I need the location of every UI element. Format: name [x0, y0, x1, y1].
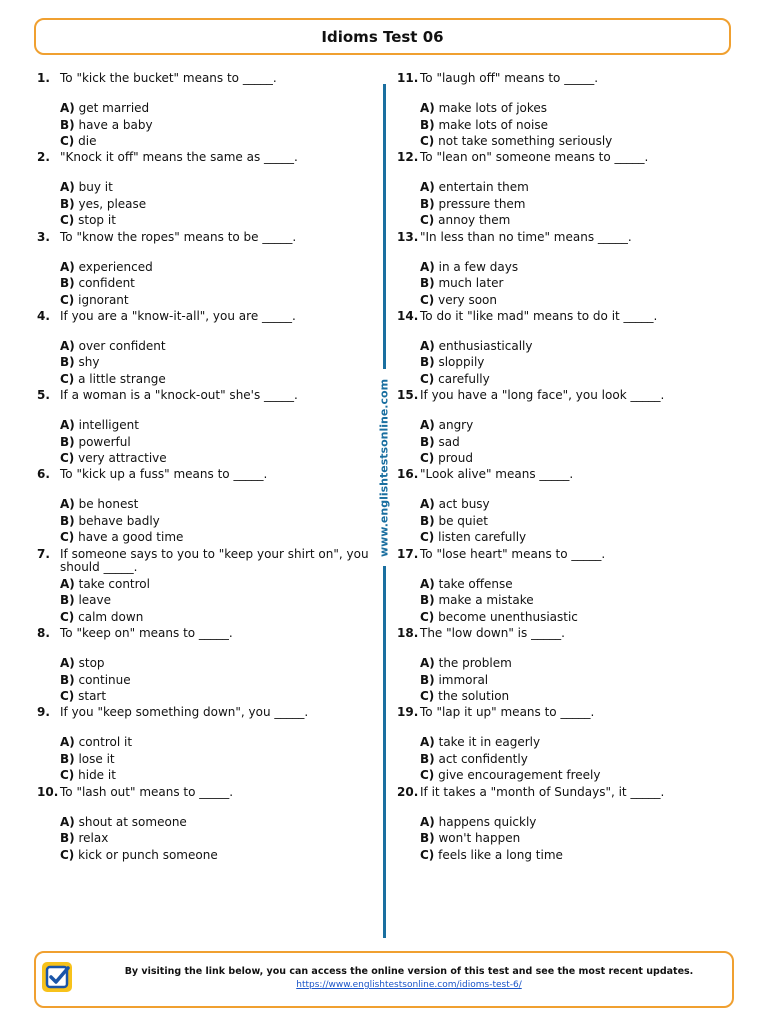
question-number: 15.: [397, 388, 419, 403]
question-text: If a woman is a "knock-out" she's _____.: [60, 388, 298, 403]
question-number: 16.: [397, 467, 419, 482]
option-letter: A): [420, 101, 435, 115]
option-letter: A): [420, 735, 435, 750]
questions-column-left: [37, 72, 372, 865]
question-item: [397, 627, 732, 706]
question-number: 3.: [37, 229, 50, 244]
option-letter: A): [60, 656, 75, 671]
answer-option[interactable]: [420, 529, 526, 546]
option-text: buy it: [78, 180, 113, 195]
answer-option[interactable]: [420, 847, 563, 864]
option-text: not take something seriously: [438, 134, 613, 148]
option-text: make lots of noise: [438, 117, 548, 132]
column-divider-bottom: [383, 566, 386, 938]
page-title-box: [34, 18, 731, 55]
option-letter: B): [60, 196, 75, 211]
question-text: If you are a "know-it-all", you are _____.: [60, 308, 296, 323]
option-text: shy: [78, 355, 100, 370]
option-letter: C): [420, 292, 435, 307]
answer-option[interactable]: [60, 450, 167, 467]
question-item: [37, 706, 372, 785]
option-letter: C): [60, 451, 75, 466]
question-item: [37, 151, 372, 230]
answer-option[interactable]: [420, 734, 601, 751]
option-text: annoy them: [438, 213, 511, 228]
option-letter: A): [420, 259, 435, 274]
answer-option[interactable]: [60, 529, 183, 546]
question-number: 9.: [37, 705, 50, 720]
question-item: [37, 389, 372, 468]
option-text: make a mistake: [438, 593, 534, 608]
option-letter: B): [420, 276, 435, 291]
question-item: [397, 72, 732, 151]
option-text: confident: [78, 276, 135, 291]
option-text: sad: [438, 434, 460, 449]
answer-options: [60, 576, 150, 626]
option-text: a little strange: [78, 371, 166, 386]
question-number: 17.: [397, 546, 419, 561]
option-text: lose it: [78, 751, 115, 766]
option-letter: C): [420, 689, 435, 704]
answer-option[interactable]: [420, 259, 518, 276]
option-letter: B): [60, 672, 75, 687]
answer-options: [420, 100, 612, 150]
answer-options: [420, 814, 563, 864]
option-letter: A): [60, 814, 75, 829]
answer-option[interactable]: [420, 196, 529, 213]
option-letter: C): [420, 451, 435, 466]
question-item: [397, 786, 732, 865]
option-text: be honest: [78, 497, 139, 512]
option-letter: B): [420, 593, 435, 608]
answer-option[interactable]: [420, 434, 473, 451]
footer-box: [34, 951, 734, 1008]
option-text: powerful: [78, 434, 131, 449]
option-letter: C): [60, 371, 75, 386]
answer-option[interactable]: [420, 117, 612, 134]
option-text: act confidently: [438, 751, 528, 766]
answer-option[interactable]: [420, 354, 532, 371]
question-text: "Look alive" means _____.: [420, 467, 574, 482]
option-text: die: [78, 134, 97, 148]
answer-options: [420, 576, 578, 626]
option-letter: B): [60, 751, 75, 766]
answer-option[interactable]: [420, 592, 578, 609]
option-letter: B): [420, 434, 435, 449]
answer-option[interactable]: [60, 767, 132, 784]
answer-option[interactable]: [60, 133, 153, 150]
option-text: very soon: [438, 292, 497, 307]
option-text: shout at someone: [78, 814, 187, 829]
answer-options: [60, 496, 183, 546]
question-number: 19.: [397, 705, 419, 720]
question-number: 2.: [37, 150, 50, 165]
answer-options: [420, 179, 529, 229]
question-text: To "lap it up" means to _____.: [420, 705, 595, 720]
question-number: 20.: [397, 784, 419, 799]
option-letter: B): [420, 513, 435, 528]
answer-option[interactable]: [420, 576, 578, 593]
option-text: proud: [438, 451, 473, 466]
answer-options: [60, 100, 153, 150]
option-letter: B): [60, 276, 75, 291]
answer-option[interactable]: [60, 212, 146, 229]
option-text: in a few days: [438, 259, 519, 274]
option-text: act busy: [438, 497, 490, 512]
option-text: carefully: [438, 371, 490, 386]
answer-option[interactable]: [60, 100, 153, 117]
answer-option[interactable]: [60, 292, 153, 309]
option-text: experienced: [78, 259, 153, 274]
option-text: take control: [78, 576, 150, 591]
answer-option[interactable]: [60, 275, 153, 292]
option-letter: C): [60, 134, 75, 148]
answer-options: [60, 338, 166, 388]
answer-option[interactable]: [420, 212, 529, 229]
answer-option[interactable]: [420, 672, 512, 689]
question-number: 1.: [37, 71, 50, 85]
option-text: stop it: [78, 213, 116, 228]
option-text: over confident: [78, 338, 166, 353]
option-letter: C): [420, 213, 435, 228]
question-text: To "lash out" means to _____.: [60, 784, 234, 799]
option-letter: A): [60, 576, 75, 591]
answer-option[interactable]: [60, 117, 153, 134]
answer-options: [420, 417, 473, 467]
answer-option[interactable]: [420, 417, 473, 434]
answer-option[interactable]: [420, 830, 563, 847]
answer-option[interactable]: [420, 100, 612, 117]
question-text: If someone says to you to "keep your shirt on", you should _____.: [60, 546, 369, 574]
question-item: [37, 627, 372, 706]
question-number: 8.: [37, 626, 50, 641]
answer-option[interactable]: [420, 688, 512, 705]
question-item: [37, 786, 372, 865]
option-letter: B): [60, 831, 75, 846]
question-text: If you "keep something down", you _____.: [60, 705, 309, 720]
option-text: continue: [78, 672, 131, 687]
answer-options: [420, 734, 601, 784]
question-item: [397, 310, 732, 389]
answer-option[interactable]: [60, 688, 131, 705]
option-text: control it: [78, 735, 133, 750]
option-letter: B): [60, 513, 75, 528]
answer-options: [420, 259, 518, 309]
option-text: much later: [438, 276, 504, 291]
option-text: make lots of jokes: [438, 101, 548, 115]
option-letter: B): [420, 196, 435, 211]
answer-option[interactable]: [420, 814, 563, 831]
option-text: the solution: [438, 689, 510, 704]
question-item: [397, 548, 732, 627]
answer-option[interactable]: [420, 513, 526, 530]
question-number: 7.: [37, 546, 50, 561]
option-letter: C): [420, 847, 435, 862]
question-number: 4.: [37, 308, 50, 323]
answer-option[interactable]: [420, 751, 601, 768]
question-text: To "keep on" means to _____.: [60, 626, 233, 641]
question-text: The "low down" is _____.: [420, 626, 565, 641]
footer-link[interactable]: https://www.englishtestsonline.com/idioms-test-6/: [296, 980, 522, 990]
answer-option[interactable]: [60, 655, 131, 672]
option-letter: C): [420, 134, 435, 148]
question-text: If it takes a "month of Sundays", it _____.: [420, 784, 665, 799]
footer-message: By visiting the link below, you can access the online version of this test and see the most recent updates.: [124, 966, 694, 977]
option-letter: C): [60, 847, 75, 862]
option-letter: A): [60, 259, 75, 274]
option-text: kick or punch someone: [78, 847, 218, 862]
answer-option[interactable]: [60, 751, 132, 768]
answer-option[interactable]: [60, 609, 150, 626]
option-text: give encouragement freely: [438, 768, 601, 783]
option-letter: B): [60, 434, 75, 449]
question-text: "Knock it off" means the same as _____.: [60, 150, 298, 165]
option-letter: C): [60, 530, 75, 545]
question-text: To "kick up a fuss" means to _____.: [60, 467, 268, 482]
answer-option[interactable]: [420, 450, 473, 467]
option-letter: C): [420, 768, 435, 783]
answer-options: [60, 179, 146, 229]
answer-option[interactable]: [420, 338, 532, 355]
answer-option[interactable]: [420, 609, 578, 626]
question-text: If you have a "long face", you look _____.: [420, 388, 665, 403]
option-letter: B): [420, 355, 435, 370]
question-number: 18.: [397, 626, 419, 641]
option-text: start: [78, 689, 107, 704]
question-number: 14.: [397, 308, 419, 323]
option-letter: A): [420, 814, 435, 829]
option-text: sloppily: [438, 355, 485, 370]
option-letter: B): [420, 751, 435, 766]
option-letter: A): [60, 180, 75, 195]
question-item: [397, 151, 732, 230]
option-text: behave badly: [78, 513, 160, 528]
option-text: intelligent: [78, 418, 139, 433]
answer-options: [60, 814, 218, 864]
answer-options: [420, 496, 526, 546]
answer-options: [60, 734, 132, 784]
question-text: To "kick the bucket" means to _____.: [60, 71, 277, 85]
answer-option[interactable]: [60, 417, 167, 434]
answer-options: [60, 259, 153, 309]
answer-option[interactable]: [420, 767, 601, 784]
question-item: [37, 548, 372, 627]
option-text: take it in eagerly: [438, 735, 541, 750]
option-letter: A): [420, 656, 435, 671]
option-letter: A): [420, 576, 435, 591]
option-letter: C): [60, 292, 75, 307]
option-text: entertain them: [438, 180, 529, 195]
question-number: 6.: [37, 467, 50, 482]
answer-option[interactable]: [60, 434, 167, 451]
column-divider-top: [383, 84, 386, 369]
answer-option[interactable]: [420, 275, 518, 292]
option-letter: C): [60, 689, 75, 704]
option-letter: B): [420, 117, 435, 132]
question-number: 13.: [397, 229, 419, 244]
option-text: listen carefully: [438, 530, 527, 545]
question-item: [37, 310, 372, 389]
option-text: become unenthusiastic: [438, 609, 578, 624]
option-letter: B): [60, 117, 75, 132]
answer-option[interactable]: [420, 655, 512, 672]
option-letter: C): [420, 530, 435, 545]
option-letter: C): [420, 371, 435, 386]
option-text: pressure them: [438, 196, 526, 211]
option-letter: A): [60, 338, 75, 353]
answer-options: [60, 655, 131, 705]
question-text: To "know the ropes" means to be _____.: [60, 229, 297, 244]
answer-option[interactable]: [60, 338, 166, 355]
option-text: ignorant: [78, 292, 129, 307]
option-text: happens quickly: [438, 814, 537, 829]
option-text: have a good time: [78, 530, 184, 545]
option-letter: A): [420, 180, 435, 195]
question-number: 10.: [37, 784, 59, 799]
answer-option[interactable]: [420, 496, 526, 513]
option-letter: B): [420, 672, 435, 687]
answer-option[interactable]: [60, 371, 166, 388]
answer-option[interactable]: [420, 179, 529, 196]
answer-options: [60, 417, 167, 467]
option-text: hide it: [78, 768, 116, 783]
option-letter: A): [60, 497, 75, 512]
option-letter: B): [60, 355, 75, 370]
option-letter: A): [60, 418, 75, 433]
option-letter: B): [60, 593, 75, 608]
question-item: [37, 468, 372, 547]
answer-options: [420, 655, 512, 705]
question-item: [37, 72, 372, 151]
option-text: be quiet: [438, 513, 488, 528]
option-text: angry: [438, 418, 474, 433]
option-letter: A): [420, 418, 435, 433]
option-text: the problem: [438, 656, 512, 671]
question-text: To "lose heart" means to _____.: [420, 546, 606, 561]
option-letter: A): [60, 735, 75, 750]
option-letter: A): [420, 338, 435, 353]
option-letter: B): [420, 831, 435, 846]
option-text: enthusiastically: [438, 338, 533, 353]
answer-option[interactable]: [60, 830, 218, 847]
option-letter: A): [60, 101, 75, 115]
option-letter: A): [420, 497, 435, 512]
answer-option[interactable]: [60, 576, 150, 593]
question-text: To "laugh off" means to _____.: [420, 71, 599, 85]
vertical-site-url: www.englishtestsonline.com: [377, 378, 391, 558]
question-number: 12.: [397, 150, 419, 165]
option-text: have a baby: [78, 117, 153, 132]
page-title: Idioms Test 06: [321, 27, 444, 46]
answer-option[interactable]: [60, 196, 146, 213]
answer-option[interactable]: [60, 259, 153, 276]
question-number: 11.: [397, 71, 419, 85]
option-letter: C): [60, 609, 75, 624]
option-text: stop: [78, 656, 105, 671]
answer-option[interactable]: [60, 672, 131, 689]
option-text: get married: [78, 101, 150, 115]
answer-option[interactable]: [60, 592, 150, 609]
answer-option[interactable]: [420, 133, 612, 150]
option-text: immoral: [438, 672, 489, 687]
question-number: 5.: [37, 388, 50, 403]
answer-option[interactable]: [60, 734, 132, 751]
checkbox-icon: [42, 962, 72, 992]
option-text: take offense: [438, 576, 513, 591]
option-text: won't happen: [438, 831, 521, 846]
option-text: feels like a long time: [438, 847, 563, 862]
question-item: [397, 468, 732, 547]
answer-option[interactable]: [60, 847, 218, 864]
answer-option[interactable]: [60, 496, 183, 513]
question-item: [397, 389, 732, 468]
option-text: yes, please: [78, 196, 147, 211]
option-text: very attractive: [78, 451, 167, 466]
answer-options: [420, 338, 532, 388]
question-item: [397, 231, 732, 310]
answer-option[interactable]: [60, 513, 183, 530]
option-letter: C): [60, 768, 75, 783]
answer-option[interactable]: [60, 179, 146, 196]
questions-column-right: [397, 72, 732, 865]
option-text: leave: [78, 593, 112, 608]
answer-option[interactable]: [60, 814, 218, 831]
option-letter: C): [60, 213, 75, 228]
answer-option[interactable]: [420, 292, 518, 309]
question-text: To "lean on" someone means to _____.: [420, 150, 649, 165]
question-item: [397, 706, 732, 785]
answer-option[interactable]: [60, 354, 166, 371]
question-text: To do it "like mad" means to do it _____.: [420, 308, 658, 323]
option-text: calm down: [78, 609, 144, 624]
option-letter: C): [420, 609, 435, 624]
option-text: relax: [78, 831, 109, 846]
question-item: [37, 231, 372, 310]
question-text: "In less than no time" means _____.: [420, 229, 632, 244]
answer-option[interactable]: [420, 371, 532, 388]
